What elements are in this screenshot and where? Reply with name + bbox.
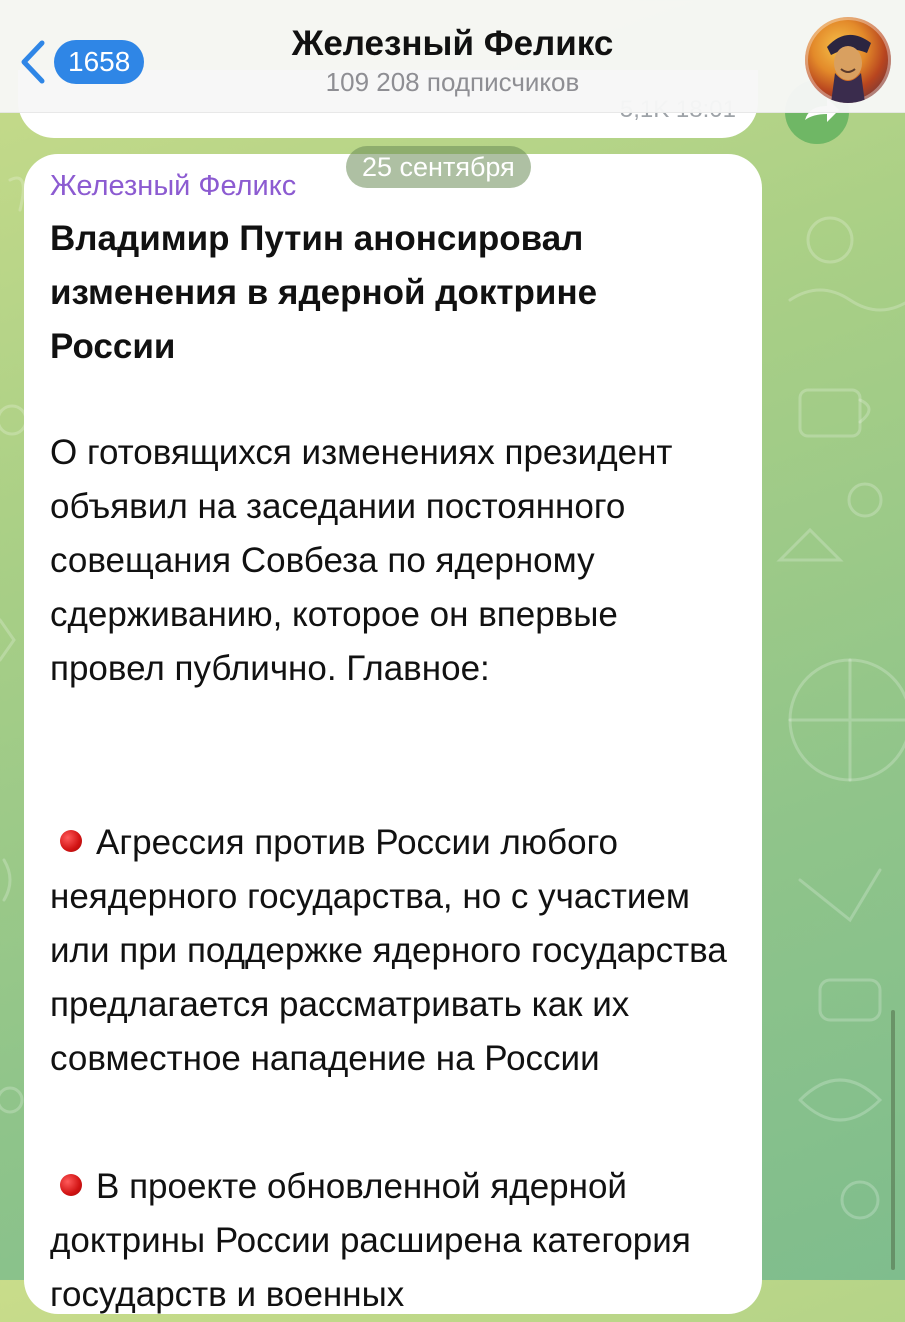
- unread-count-badge: 1658: [54, 40, 144, 84]
- avatar-portrait-icon: [805, 17, 891, 103]
- bullet-item: [50, 1106, 740, 1322]
- channel-avatar[interactable]: [805, 17, 891, 103]
- scrollbar[interactable]: [891, 1010, 895, 1270]
- chat-header: [0, 0, 905, 113]
- message-bubble[interactable]: [24, 154, 762, 1314]
- chevron-left-icon: [18, 37, 48, 87]
- bullet-text: Агрессия против России любого неядерного государства, но с участием или при поддержке ядерного государства предлагается рассматривать как их совместное нападение на России: [50, 823, 727, 1078]
- channel-title-area[interactable]: [180, 22, 725, 98]
- message-intro: О готовящихся изменениях президент объявил на заседании постоянного совещания Совбеза по ядерному сдерживанию, которое он впервые провел публично. Главное:: [50, 433, 673, 688]
- red-circle-icon: [60, 830, 82, 852]
- date-separator: 25 сентября: [346, 146, 531, 188]
- message-author[interactable]: Железный Феликс: [50, 170, 297, 202]
- bullet-item: [50, 762, 740, 1086]
- subscriber-count: 109 208 подписчиков: [325, 67, 580, 97]
- message-headline: Владимир Путин анонсировал изменения в ядерной доктрине России: [50, 219, 598, 366]
- bullet-text: В проекте обновленной ядерной доктрины России расширена категория государств и военных: [50, 1167, 691, 1314]
- back-button[interactable]: [18, 36, 144, 88]
- red-circle-icon: [60, 1174, 82, 1196]
- channel-title: Железный Феликс: [291, 24, 614, 63]
